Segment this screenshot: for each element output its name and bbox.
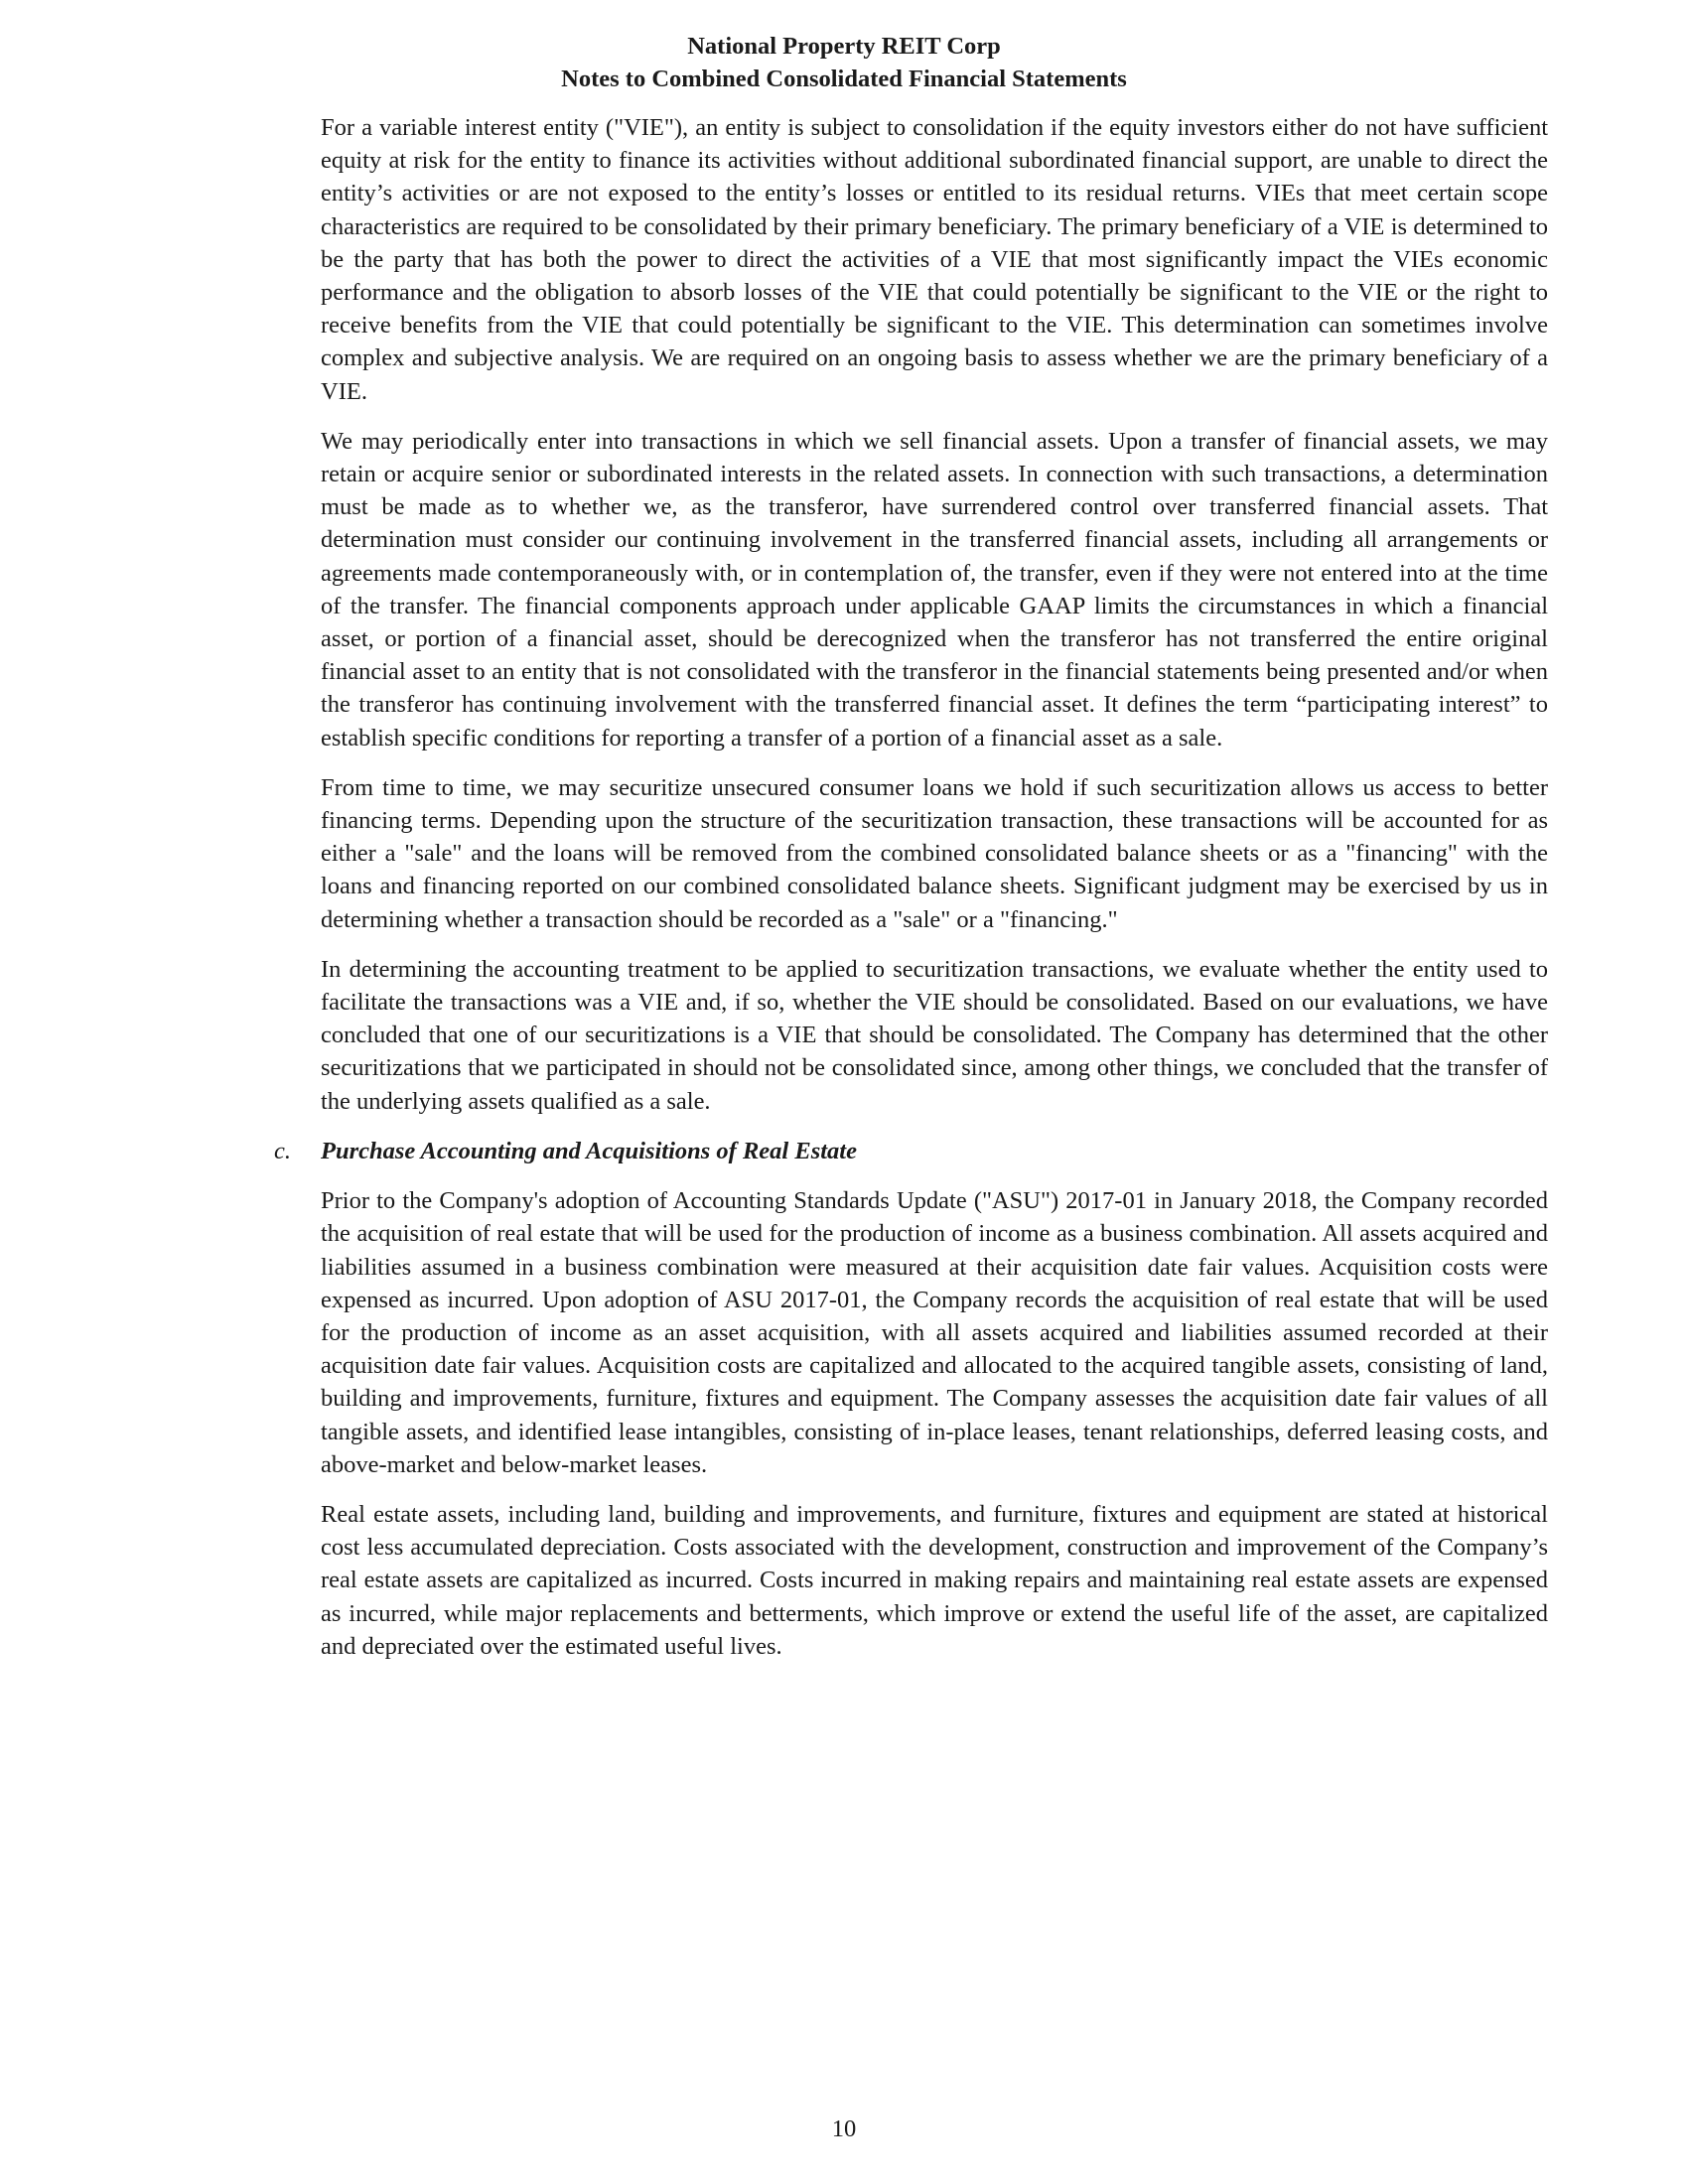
statement-title: Notes to Combined Consolidated Financial Statements <box>561 66 1127 92</box>
section-title: Purchase Accounting and Acquisitions of Real Estate <box>321 1137 857 1164</box>
document-body <box>274 111 1548 1680</box>
paragraph-securitization-accounting: In determining the accounting treatment to be applied to securitization transactions, we evaluate whether the entity used to facilitate the transactions was a VIE and, if so, whether the VIE should be consolidated. Based on our evaluations, we have concluded that one of our securitizations is a VIE that should be consolidated. The Company has determined that the other securitizations that we participated in should not be consolidated since, among other things, we concluded that the transfer of the underlying assets qualified as a sale. <box>321 955 1548 1115</box>
paragraph-vie-consolidation: For a variable interest entity ("VIE"), an entity is subject to consolidation if the equity investors either do not have sufficient equity at risk for the entity to finance its activities without additional subordinated financial support, are unable to direct the entity’s activities or are not exposed to the entity’s losses or entitled to its residual returns. VIEs that meet certain scope characteristics are required to be consolidated by their primary beneficiary. The primary beneficiary of a VIE is determined to be the party that has both the power to direct the activities of a VIE that most significantly impact the VIEs economic performance and the obligation to absorb losses of the VIE that could potentially be significant to the VIE or the right to receive benefits from the VIE that could potentially be significant to the VIE. This determination can sometimes involve complex and subjective analysis. We are required on an ongoing basis to assess whether we are the primary beneficiary of a VIE. <box>321 114 1548 405</box>
company-name: National Property REIT Corp <box>687 33 1001 60</box>
page-number: 10 <box>831 2116 857 2142</box>
paragraph-acquisition-accounting: Prior to the Company's adoption of Accounting Standards Update ("ASU") 2017-01 in January 2018, the Company recorded the acquisition of real estate that will be used for the production of income as a business combination. All assets acquired and liabilities assumed in a business combination were measured at their acquisition date fair values. Acquisition costs were expensed as incurred. Upon adoption of ASU 2017-01, the Company records the acquisition of real estate that will be used for the production of income as an asset acquisition, with all assets acquired and liabilities assumed recorded at their acquisition date fair values. Acquisition costs are capitalized and allocated to the acquired tangible assets, consisting of land, building and improvements, furniture, fixtures and equipment. The Company assesses the acquisition date fair values of all tangible assets, and identified lease intangibles, consisting of in-place leases, tenant relationships, deferred leasing costs, and above-market and below-market leases. <box>321 1187 1548 1478</box>
paragraph-securitization-terms: From time to time, we may securitize unsecured consumer loans we hold if such securitization allows us access to better financing terms. Depending upon the structure of the securitization transaction, these transactions will be accounted for as either a "sale" and the loans will be removed from the combined consolidated balance sheets or as a "financing" with the loans and financing reported on our combined consolidated balance sheets. Significant judgment may be exercised by us in determining whether a transaction should be recorded as a "sale" or a "financing." <box>321 773 1548 933</box>
section-letter: c. <box>274 1137 291 1164</box>
paragraph-financial-asset-transfers: We may periodically enter into transactions in which we sell financial assets. Upon a transfer of financial assets, we may retain or acquire senior or subordinated interests in the related assets. In connection with such transactions, a determination must be made as to whether we, as the transferor, have surrendered control over transferred financial assets. That determination must consider our continuing involvement in the transferred financial assets, including all arrangements or agreements made contemporaneously with, or in contemplation of, the transfer, even if they were not entered into at the time of the transfer. The financial components approach under applicable GAAP limits the circumstances in which a financial asset, or portion of a financial asset, should be derecognized when the transferor has not transferred the entire original financial asset to an entity that is not consolidated with the transferor in the financial statements being presented and/or when the transferor has continuing involvement with the transferred financial asset. It defines the term “participating interest” to establish specific conditions for reporting a transfer of a portion of a financial asset as a sale. <box>321 427 1548 751</box>
page-header <box>0 30 1688 95</box>
paragraph-real-estate-assets: Real estate assets, including land, building and improvements, and furniture, fixtures and equipment are stated at historical cost less accumulated depreciation. Costs associated with the development, construction and improvement of the Company’s real estate assets are capitalized as incurred. Costs incurred in making repairs and maintaining real estate assets are expensed as incurred, while major replacements and betterments, which improve or extend the useful life of the asset, are capitalized and depreciated over the estimated useful lives. <box>321 1500 1548 1660</box>
section-heading-c <box>274 1135 1548 1167</box>
